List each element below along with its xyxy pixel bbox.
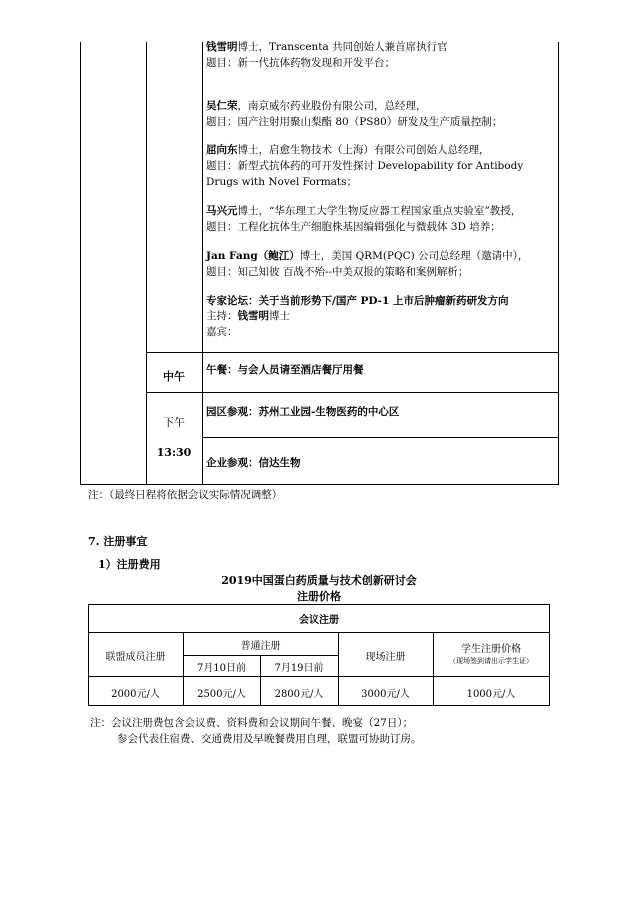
afternoon-label: 下午 — [163, 416, 185, 429]
speaker-affiliation: 博士，Transcenta 共同创始人兼首席执行官 — [237, 41, 448, 53]
speaker-affiliation: 博士，美国 QRM(PQC) 公司总经理（邀请中）， — [299, 250, 529, 262]
park-visit-text: 苏州工业园-生物医药的中心区 — [258, 406, 400, 418]
speaker-1-topic: 题目：新一代抗体药物发现和开发平台； — [206, 57, 395, 69]
forum-guests: 嘉宾： — [206, 326, 238, 338]
speaker-name: 钱雪明 — [206, 41, 238, 53]
forum-host-name: 钱雪明 — [237, 310, 269, 322]
speaker-name: 屈向东 — [206, 144, 238, 156]
forum-title: 专家论坛：关于当前形势下/国产 PD-1 上市后肿瘤新药研发方向 — [206, 295, 509, 307]
speaker-3-topic-cont: Drugs with Novel Formats； — [206, 176, 358, 188]
price-before-0710: 2500元/人 — [197, 689, 246, 700]
company-visit-label: 企业参观： — [206, 457, 259, 469]
lunch-label: 午餐： — [206, 364, 238, 376]
price-member: 2000元/人 — [111, 689, 160, 700]
section-title: 7. 注册事宜 — [88, 535, 148, 548]
speaker-5 — [206, 249, 528, 264]
speaker-2-topic: 题目：国产注射用聚山梨酯 80（PS80）研发及生产质量控制； — [206, 116, 503, 128]
speaker-name: 马兴元 — [206, 205, 238, 217]
speaker-name: 吴仁荣 — [206, 100, 238, 112]
speaker-3-topic: 题目：新型式抗体药的可开发性探讨 Developability for Antibody — [206, 160, 524, 172]
price-student: 1000元/人 — [466, 689, 516, 700]
student-label: 学生注册价格 — [461, 644, 521, 655]
company-visit-text: 信达生物 — [258, 457, 301, 469]
fee-table-subtitle: 注册价格 — [297, 590, 341, 603]
student-note: （现场签到请出示学生证） — [449, 657, 533, 665]
onsite-label: 现场注册 — [365, 652, 406, 663]
footnote-line-2: 参会代表住宿费、交通费用及早晚餐费用自理，联盟可协助订房。 — [117, 733, 422, 745]
speaker-2 — [206, 99, 427, 114]
speaker-4 — [206, 204, 521, 219]
section-subtitle: 1）注册费用 — [98, 558, 161, 571]
park-visit-label: 园区参观： — [206, 406, 259, 418]
afternoon-time: 13:30 — [156, 446, 192, 459]
park-visit-row — [206, 405, 399, 420]
before-0710-label: 7月10日前 — [196, 663, 247, 674]
speaker-1 — [206, 40, 448, 55]
lunch-row — [206, 363, 364, 378]
speaker-5-topic: 题目：知己知彼 百战不殆--中美双报的策略和案例解析； — [206, 266, 469, 278]
fee-header: 会议注册 — [299, 615, 339, 626]
speaker-4-topic: 题目：工程化抗体生产细胞株基因编辑强化与微载体 3D 培养； — [206, 221, 501, 233]
company-visit-row — [206, 456, 301, 471]
price-onsite: 3000元/人 — [361, 689, 410, 700]
footnote-line-1: 注：会议注册费包含会议费、资料费和会议期间午餐、晚宴（27日）； — [90, 717, 414, 729]
member-label: 联盟成员注册 — [105, 652, 166, 663]
speaker-3 — [206, 143, 490, 158]
schedule-note: 注：（最终日程将依据会议实际情况调整） — [88, 489, 283, 501]
speaker-affiliation: 博士，“华东理工大学生物反应器工程国家重点实验室”教授， — [237, 205, 522, 217]
lunch-text: 与会人员请至酒店餐厅用餐 — [237, 364, 364, 376]
noon-label: 中午 — [163, 370, 185, 383]
speaker-affiliation: ，南京威尔药业股份有限公司，总经理， — [237, 100, 427, 112]
regular-label: 普通注册 — [240, 641, 281, 652]
speaker-affiliation: 博士，启愈生物技术（上海）有限公司创始人总经理， — [237, 144, 490, 156]
forum-host-prefix: 主持： — [206, 310, 238, 322]
price-before-0719: 2800元/人 — [274, 689, 324, 700]
speaker-name: Jan Fang（鲍江） — [206, 250, 300, 262]
fee-table — [88, 604, 550, 706]
forum-host — [206, 309, 290, 324]
forum-host-suffix: 博士 — [269, 310, 290, 322]
fee-table-title: 2019中国蛋白药质量与技术创新研讨会 — [221, 574, 417, 587]
before-0719-label: 7月19日前 — [274, 663, 324, 674]
